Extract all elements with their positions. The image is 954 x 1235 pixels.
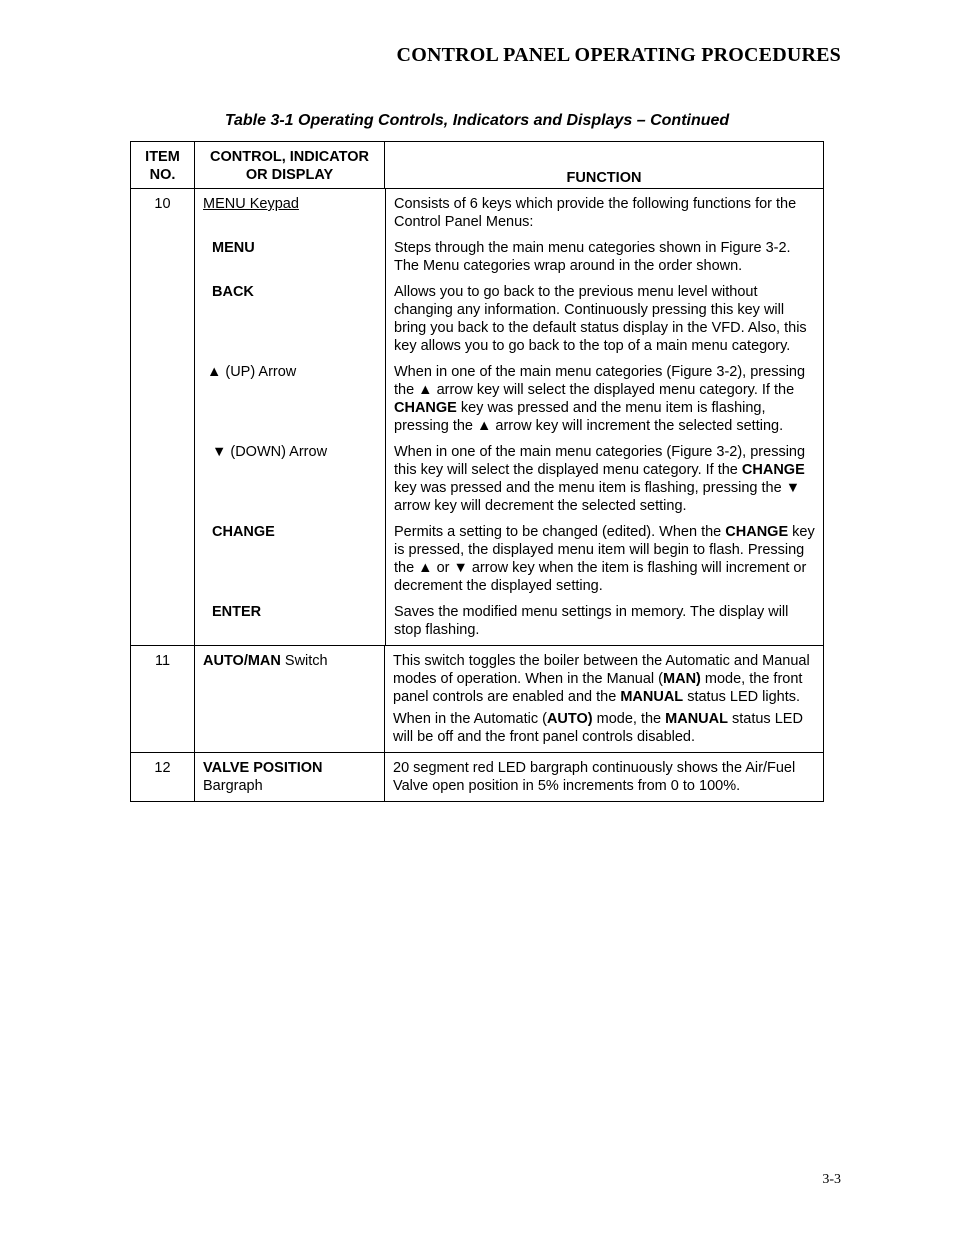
auto-man-p1-b: MAN): [663, 671, 701, 687]
auto-man-paragraph-1: [393, 652, 815, 706]
auto-man-bold: AUTO/MAN: [203, 653, 281, 669]
back-key-function: Allows you to go back to the previous menu level without changing any information. Continuously pressing this key will bring you back to the default status display in the VFD. Also, this key allows you to go back to the top of a main menu category.: [385, 283, 823, 355]
auto-man-paragraph-2: [393, 710, 815, 746]
menu-key-function: Steps through the main menu categories shown in Figure 3-2. The Menu categories wrap around in the order shown.: [385, 239, 823, 275]
up-arrow-text-a: When in one of the main menu categories (Figure 3-2), pressing the ▲ arrow key will select the displayed menu category. If the: [394, 364, 806, 398]
auto-man-p1-c: mode, the front panel controls are enabled and the: [393, 671, 803, 705]
auto-man-p2-d: MANUAL: [665, 711, 728, 727]
back-key-label: BACK: [212, 284, 254, 300]
table-row-11: [131, 646, 824, 753]
auto-man-rest: Switch: [280, 653, 328, 669]
controls-table: [130, 141, 824, 802]
auto-man-p2-e: status LED will be off and the front panel controls disabled.: [393, 711, 803, 745]
table-header-row: [131, 142, 824, 189]
up-arrow-label: ▲ (UP) Arrow: [207, 364, 297, 380]
change-text-b: CHANGE: [725, 524, 789, 540]
header-function: FUNCTION: [385, 142, 824, 189]
valve-position-bold: VALVE POSITION: [203, 760, 323, 776]
valve-position-rest: Bargraph: [203, 778, 263, 794]
table-row-10: [131, 189, 824, 646]
table-caption: Table 3-1 Operating Controls, Indicators and Displays – Continued: [224, 112, 730, 129]
valve-position-label: [195, 753, 385, 802]
valve-position-function: 20 segment red LED bargraph continuously shows the Air/Fuel Valve open position in 5% increments from 0 to 100%.: [385, 753, 824, 802]
header-item-line2: NO.: [149, 167, 176, 183]
header-item-line1: ITEM: [145, 149, 180, 165]
item-number: 12: [131, 753, 195, 802]
page-header: CONTROL PANEL OPERATING PROCEDURES: [396, 44, 841, 66]
down-arrow-label: ▼ (DOWN) Arrow: [212, 444, 328, 460]
auto-man-p2-b: AUTO): [546, 711, 593, 727]
page-number: 3-3: [822, 1172, 841, 1187]
auto-man-p1-a: This switch toggles the boiler between the Automatic and Manual modes of operation. When in the Manual (: [393, 653, 810, 687]
auto-man-switch-function: [385, 646, 824, 753]
header-item-no: [131, 142, 195, 189]
up-arrow-text-b: CHANGE: [394, 400, 457, 416]
up-arrow-text-c: key was pressed and the menu item is flashing, pressing the ▲ arrow key will increment the selected setting.: [394, 400, 784, 434]
change-text-c: key is pressed, the displayed menu item will begin to flash. Pressing the ▲ or ▼ arrow key when the item is flashing will increment or decrement the displayed setting.: [394, 524, 815, 594]
menu-keypad-group: [195, 189, 824, 646]
auto-man-p2-a: When in the Automatic (: [393, 711, 547, 727]
auto-man-p1-e: status LED lights.: [683, 689, 801, 705]
down-arrow-text-c: key was pressed and the menu item is flashing, pressing the ▼ arrow key will decrement the selected setting.: [394, 480, 801, 514]
menu-key-label: MENU: [212, 240, 255, 256]
change-text-a: Permits a setting to be changed (edited). When the: [394, 524, 726, 540]
auto-man-p2-c: mode, the: [592, 711, 666, 727]
header-control-line2: OR DISPLAY: [245, 167, 334, 183]
auto-man-p1-d: MANUAL: [620, 689, 684, 705]
item-number: 10: [131, 189, 195, 646]
menu-keypad-label: MENU Keypad: [203, 196, 299, 212]
down-arrow-text-a: When in one of the main menu categories (Figure 3-2), pressing this key will select the displayed menu category. If the: [394, 444, 806, 478]
down-arrow-function: [385, 443, 823, 515]
enter-key-label: ENTER: [212, 604, 262, 620]
up-arrow-function: [385, 363, 823, 435]
change-key-label: CHANGE: [212, 524, 275, 540]
down-arrow-text-b: CHANGE: [741, 462, 805, 478]
header-control-line1: CONTROL, INDICATOR: [210, 149, 369, 165]
menu-keypad-function: Consists of 6 keys which provide the following functions for the Control Panel Menus:: [385, 189, 823, 231]
item-number: 11: [131, 646, 195, 753]
enter-key-function: Saves the modified menu settings in memory. The display will stop flashing.: [385, 603, 823, 645]
change-key-function: [385, 523, 823, 595]
header-control: [195, 142, 385, 189]
table-row-12: [131, 753, 824, 802]
auto-man-switch-label: [195, 646, 385, 753]
